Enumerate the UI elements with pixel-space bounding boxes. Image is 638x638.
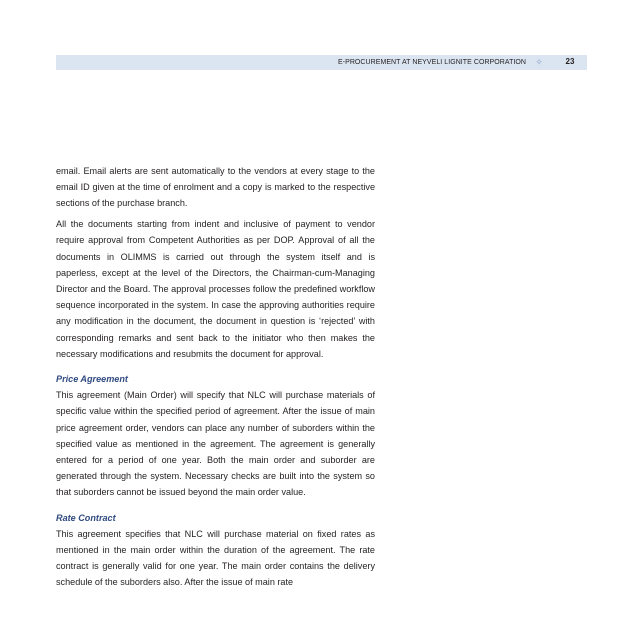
paragraph-approvals: All the documents starting from indent and inclusive of payment to vendor require approval from Competent Authorities as per DOP. Approval of all the documents in OLIMMS is carried out through the system itself and is paperless, except at the level of the Directors, the Chairman-cum-Managing Director and the Board. The approval processes follow the predefined workflow sequence incorporated in the system. In case the approving authorities require any modification in the document, the document in question is ‘rejected’ with corresponding remarks and sent back to the initiator who then makes the necessary modifications and resubmits the document for approval. xyxy=(56,219,375,359)
paragraph-email-alerts: email. Email alerts are sent automatically to the vendors at every stage to the email ID given at the time of enrolment and a copy is marked to the respective sections of the purchase branch. xyxy=(56,166,375,209)
paragraph-price-agreement: This agreement (Main Order) will specify that NLC will purchase materials of specific value within the specified period of agreement. After the issue of main price agreement order, vendors can place any number of suborders within the specified value as mentioned in the agreement. The agreement is generally entered for a period of one year. Both the main order and suborder are generated through the system. Necessary checks are built into the system so that suborders cannot be issued beyond the main order value. xyxy=(56,390,375,498)
body-text-column xyxy=(56,163,375,595)
running-header-title: E-PROCUREMENT AT NEYVELI LIGNITE CORPORATION xyxy=(338,59,526,66)
separator-star-icon: ✧ xyxy=(535,57,543,67)
paragraph-rate-contract: This agreement specifies that NLC will purchase material on fixed rates as mentioned in the main order within the duration of the agreement. The rate contract is generally valid for one year. The main order contains the delivery schedule of the suborders also. After the issue of main rate xyxy=(56,528,375,588)
section-heading-rate-contract: Rate Contract xyxy=(56,512,116,523)
section-heading-price-agreement: Price Agreement xyxy=(56,373,128,384)
page-number: 23 xyxy=(565,57,575,66)
